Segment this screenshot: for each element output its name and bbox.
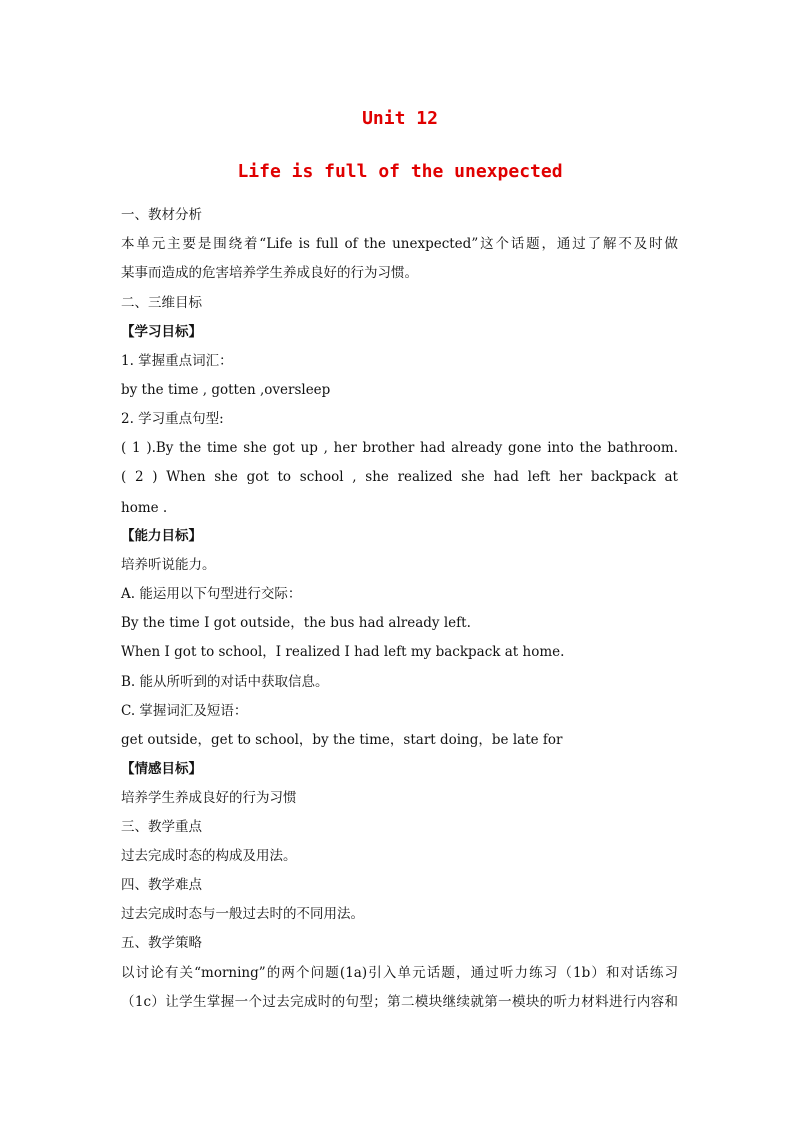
- paragraph-line: 以讨论有关“morning”的两个问题(1a)引入单元话题，通过听力练习（1b）和对话练习: [121, 965, 678, 981]
- list-item: 1. 掌握重点词汇：: [121, 353, 233, 369]
- sentence-line: When I got to school，I realized I had left my backpack at home.: [121, 644, 565, 660]
- subsection-heading: 【能力目标】: [121, 528, 202, 544]
- list-item: C. 掌握词汇及短语：: [121, 703, 248, 719]
- subsection-heading: 【情感目标】: [121, 761, 202, 777]
- vocab-line: get outside，get to school，by the time，start doing，be late for: [121, 732, 563, 748]
- list-item: 2. 学习重点句型:: [121, 411, 224, 427]
- sentence-line: By the time I got outside，the bus had already left.: [121, 615, 471, 631]
- section-heading: 四、教学难点: [121, 877, 202, 893]
- paragraph-line: 培养听说能力。: [121, 557, 216, 573]
- list-item: A. 能运用以下句型进行交际：: [121, 586, 302, 602]
- vocab-line: by the time , gotten ,oversleep: [121, 382, 331, 398]
- paragraph-line: 过去完成时态的构成及用法。: [121, 848, 297, 864]
- paragraph-line: 本单元主要是围绕着“Life is full of the unexpected”这个话题，通过了解不及时做: [121, 236, 678, 252]
- sentence-line: ( 2 ) When she got to school , she realized she had left her backpack at: [121, 469, 678, 485]
- section-heading: 二、三维目标: [121, 295, 202, 311]
- paragraph-line: 培养学生养成良好的行为习惯: [121, 790, 297, 806]
- paragraph-line: 某事而造成的危害培养学生养成良好的行为习惯。: [121, 265, 418, 281]
- subsection-heading: 【学习目标】: [121, 324, 202, 340]
- paragraph-line: 过去完成时态与一般过去时的不同用法。: [121, 906, 364, 922]
- sentence-line: home .: [121, 500, 168, 516]
- paragraph-line: （1c）让学生掌握一个过去完成时的句型；第二模块继续就第一模块的听力材料进行内容和: [121, 994, 678, 1010]
- unit-subtitle: Life is full of the unexpected: [237, 161, 563, 182]
- unit-title: Unit 12: [362, 108, 438, 129]
- section-heading: 三、教学重点: [121, 819, 202, 835]
- section-heading: 一、教材分析: [121, 207, 202, 223]
- section-heading: 五、教学策略: [121, 935, 202, 951]
- list-item: B. 能从所听到的对话中获取信息。: [121, 674, 329, 690]
- sentence-line: ( 1 ).By the time she got up , her brother had already gone into the bathroom.: [121, 440, 678, 456]
